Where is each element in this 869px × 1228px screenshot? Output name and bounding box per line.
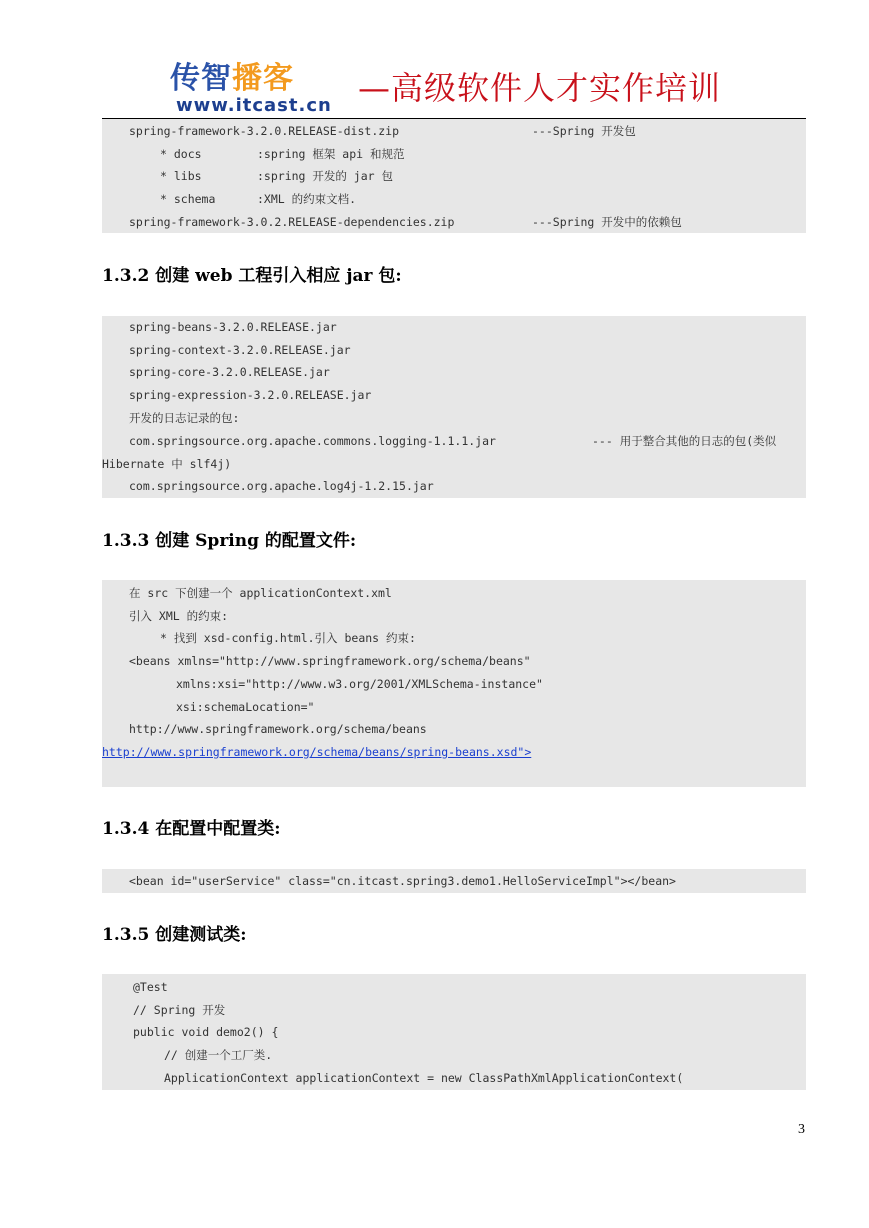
code-line: * schema (160, 192, 216, 206)
code-line: @Test (133, 980, 168, 994)
code-line: 开发的日志记录的包: (129, 411, 240, 425)
code-line: // Spring 开发 (133, 1003, 226, 1017)
code-block-jars (102, 316, 806, 498)
code-line: * 找到 xsd-config.html.引入 beans 约束: (160, 631, 416, 645)
code-block-bean (102, 869, 806, 893)
section-heading-1-3-4: 1.3.4 在配置中配置类: (102, 819, 281, 839)
section-heading-1-3-2: 1.3.2 创建 web 工程引入相应 jar 包: (102, 266, 402, 286)
section-heading-1-3-5: 1.3.5 创建测试类: (102, 925, 247, 945)
code-line: <beans xmlns="http://www.springframework.org/schema/beans" (129, 654, 531, 668)
logo-brand (170, 62, 294, 96)
code-line: com.springsource.org.apache.log4j-1.2.15.jar (129, 479, 434, 493)
code-line: spring-framework-3.2.0.RELEASE-dist.zip (129, 124, 400, 138)
code-line: spring-core-3.2.0.RELEASE.jar (129, 365, 330, 379)
code-block-config (102, 580, 806, 787)
logo-brand-part2: 播客 (232, 61, 294, 96)
code-line-comment: --- 用于整合其他的日志的包(类似 (592, 434, 777, 448)
header-tagline: —高级软件人才实作培训 (358, 69, 722, 107)
code-line: http://www.springframework.org/schema/beans (129, 722, 427, 736)
code-line: * libs (160, 169, 202, 183)
code-line: 引入 XML 的约束: (129, 609, 229, 623)
code-line: spring-framework-3.0.2.RELEASE-dependencies.zip (129, 215, 455, 229)
code-line: xmlns:xsi="http://www.w3.org/2001/XMLSchema-instance" (176, 677, 543, 691)
code-line-comment: ---Spring 开发包 (532, 124, 636, 138)
schema-url-link[interactable]: http://www.springframework.org/schema/beans/spring-beans.xsd"> (102, 745, 532, 759)
code-line: com.springsource.org.apache.commons.logging-1.1.1.jar (129, 434, 496, 448)
logo-url: www.itcast.cn (176, 95, 332, 116)
code-line-comment: ---Spring 开发中的依赖包 (532, 215, 682, 229)
page-number: 3 (798, 1122, 805, 1137)
code-line-comment: :spring 开发的 jar 包 (257, 169, 394, 183)
code-line: Hibernate 中 slf4j) (102, 457, 232, 471)
code-line: spring-context-3.2.0.RELEASE.jar (129, 343, 351, 357)
code-line: public void demo2() { (133, 1025, 279, 1039)
itcast-logo (170, 62, 360, 118)
code-line: * docs (160, 147, 202, 161)
section-heading-1-3-3: 1.3.3 创建 Spring 的配置文件: (102, 531, 357, 551)
code-line-comment: :XML 的约束文档. (257, 192, 357, 206)
code-line: // 创建一个工厂类. (164, 1048, 273, 1062)
code-line: spring-expression-3.2.0.RELEASE.jar (129, 388, 372, 402)
code-line: spring-beans-3.2.0.RELEASE.jar (129, 320, 337, 334)
code-line: 在 src 下创建一个 applicationContext.xml (129, 586, 392, 600)
logo-brand-part1: 传智 (170, 61, 232, 96)
code-block-test (102, 974, 806, 1090)
code-line: ApplicationContext applicationContext = new ClassPathXmlApplicationContext( (164, 1071, 684, 1085)
code-line: xsi:schemaLocation=" (176, 700, 315, 714)
code-block-downloads (102, 119, 806, 233)
code-line-comment: :spring 框架 api 和规范 (257, 147, 405, 161)
code-line: <bean id="userService" class="cn.itcast.spring3.demo1.HelloServiceImpl"></bean> (129, 874, 676, 888)
